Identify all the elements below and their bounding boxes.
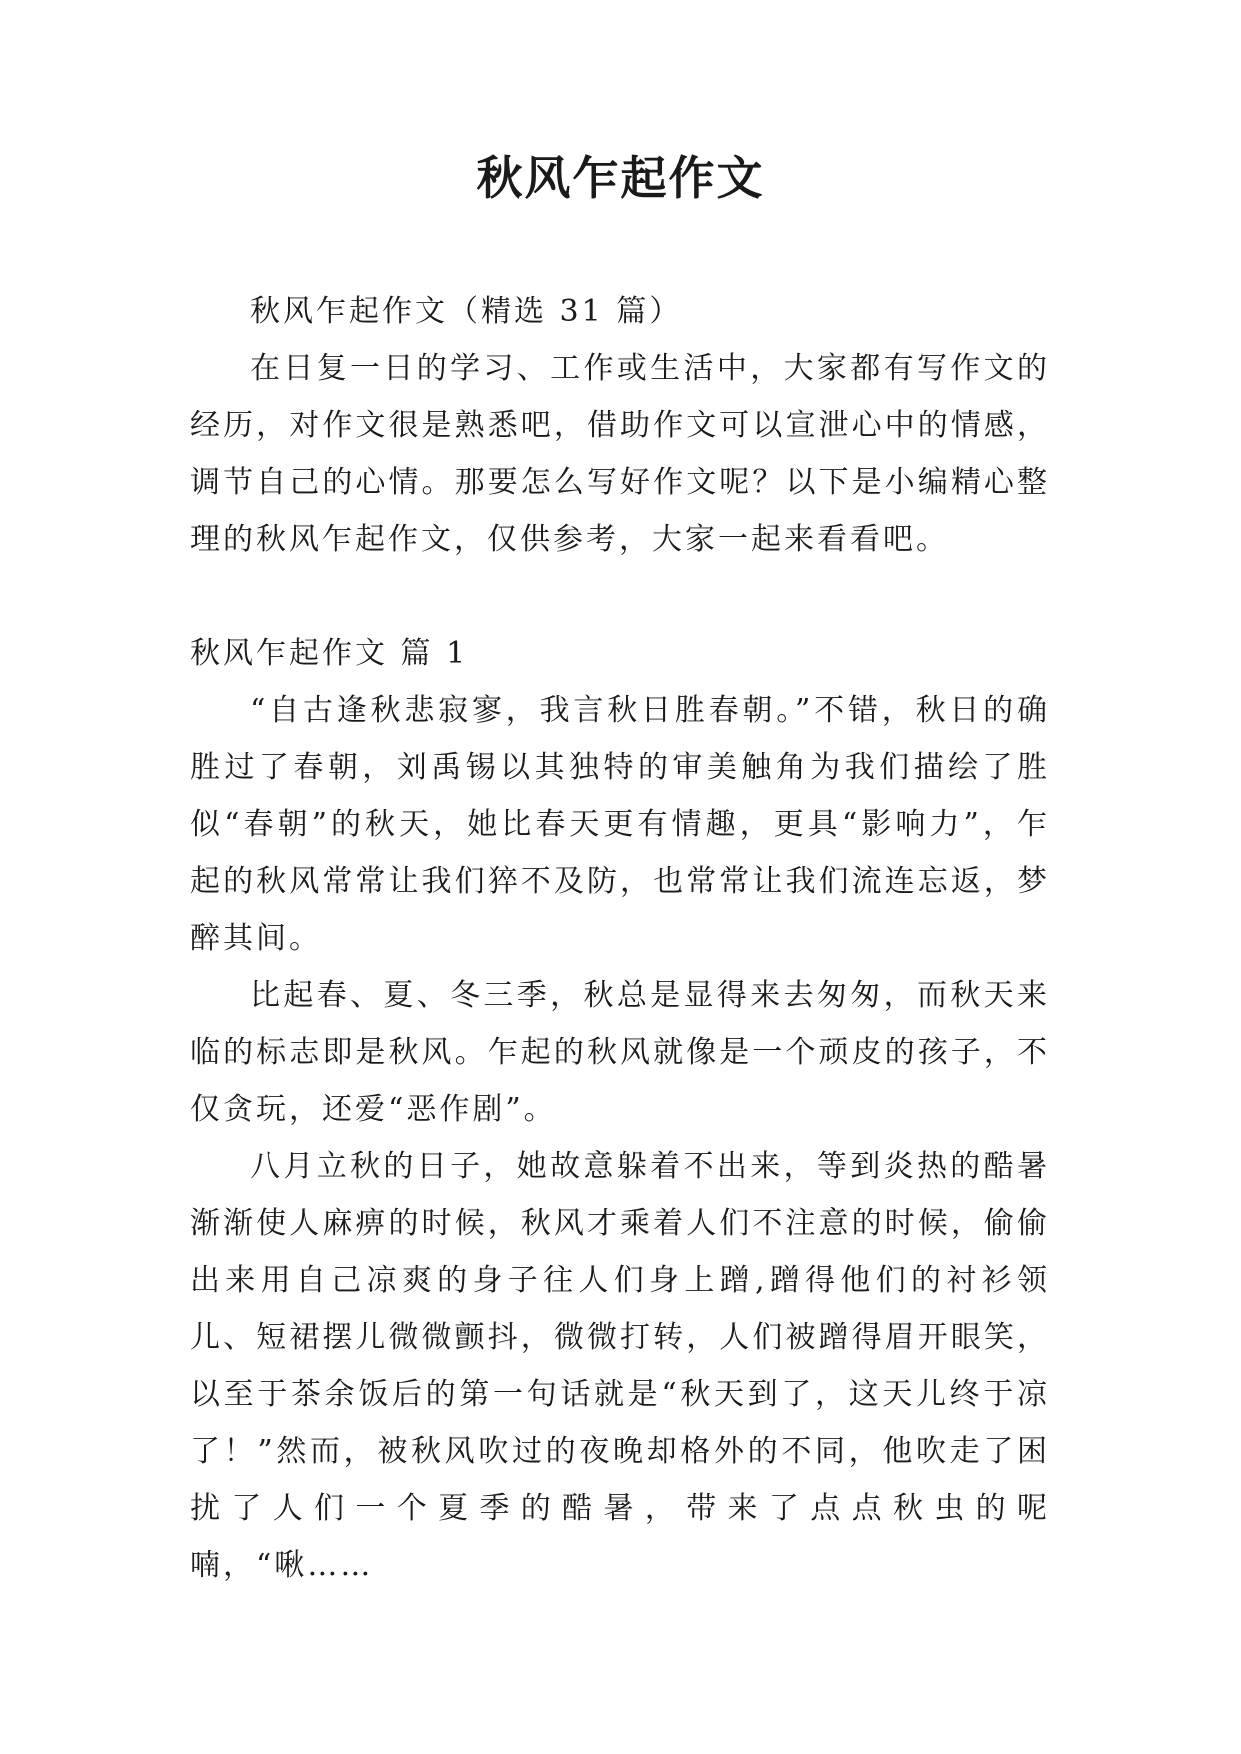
body-paragraph: “自古逢秋悲寂寥，我言秋日胜春朝。”不错，秋日的确胜过了春朝，刘禹锡以其独特的审美触角为我们描绘了胜似“春朝”的秋天，她比春天更有情趣，更具“影响力”，乍起的秋风常常让我们猝不及防，也常常让我们流连忘返，梦醉其间。 (190, 693, 1050, 956)
body-paragraph: 八月立秋的日子，她故意躲着不出来，等到炎热的酷暑渐渐使人麻痹的时候，秋风才乘着人们不注意的时候，偷偷出来用自己凉爽的身子往人们身上蹭,蹭得他们的衬衫领儿、短裙摆儿微微颤抖，微微打转，人们被蹭得眉开眼笑，以至于茶余饭后的第一句话就是“秋天到了，这天儿终于凉了！”然而，被秋风吹过的夜晚却格外的不同，他吹走了困扰了人们一个夏季的酷暑，带来了点点秋虫的呢喃，“啾…… (190, 1149, 1050, 1583)
document-subtitle: 秋风乍起作文（精选 31 篇） (250, 294, 683, 329)
body-paragraph: 比起春、夏、冬三季，秋总是显得来去匆匆，而秋天来临的标志即是秋风。乍起的秋风就像是一个顽皮的孩子，不仅贪玩，还爱“恶作剧”。 (190, 978, 1050, 1127)
section-heading: 秋风乍起作文 篇 1 (190, 636, 469, 671)
document-title: 秋风乍起作文 (476, 151, 765, 205)
intro-paragraph: 在日复一日的学习、工作或生活中，大家都有写作文的经历，对作文很是熟悉吧，借助作文可以宣泄心中的情感，调节自己的心情。那要怎么写好作文呢？以下是小编精心整理的秋风乍起作文，仅供参考，大家一起来看看吧。 (190, 351, 1050, 557)
document-body (190, 283, 1050, 1594)
